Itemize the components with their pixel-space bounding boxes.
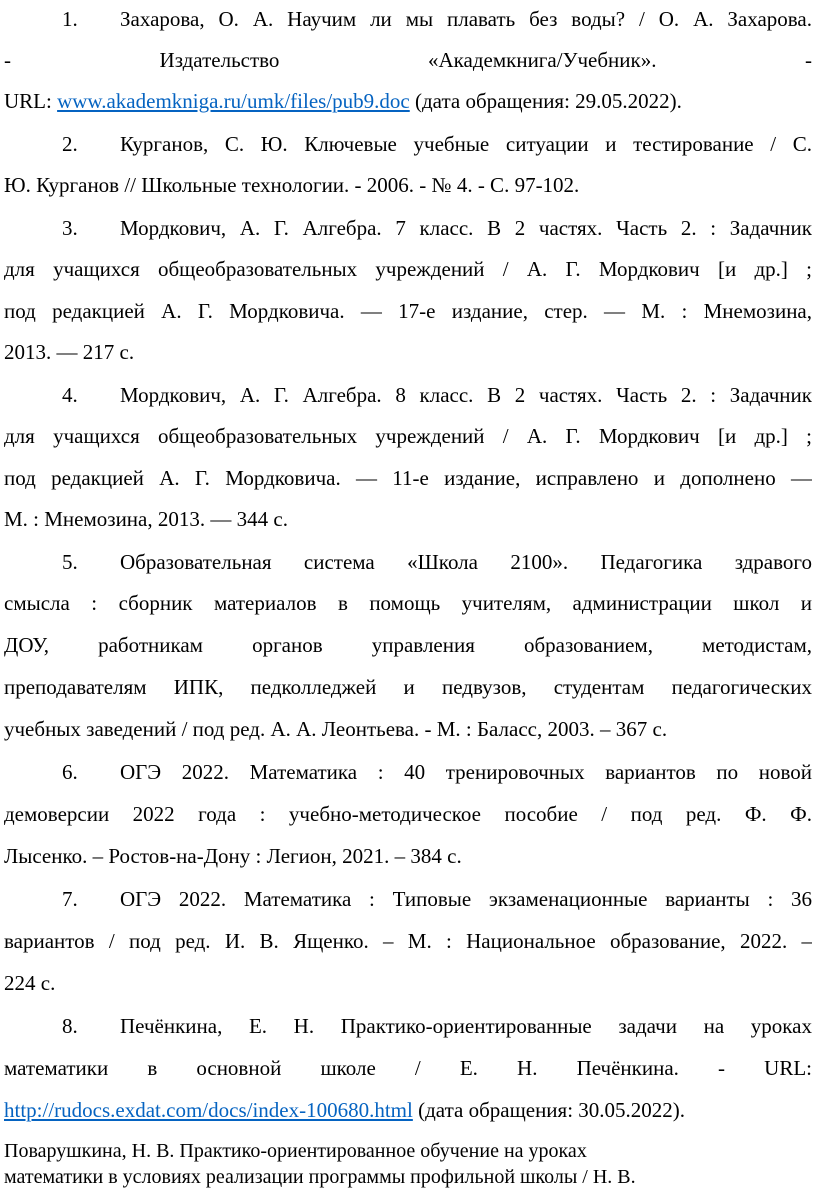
reference-5-line-1: 5. Образовательная система «Школа 2100». Педагогика здравого: [4, 547, 812, 577]
reference-4-number: 4.: [62, 383, 78, 407]
reference-1-line-2: - Издательство «Академкнига/Учебник». -: [4, 48, 812, 72]
reference-3-line-1: 3. Мордкович, А. Г. Алгебра. 7 класс. В 2 частях. Часть 2. : Задачник: [4, 213, 812, 243]
reference-8-line-2: математики в основной школе / Е. Н. Печёнкина. - URL:: [4, 1056, 812, 1080]
reference-7-line-2: вариантов / под ред. И. В. Ященко. – М. : Национальное образование, 2022. –: [4, 929, 812, 953]
trailing-entry-line-1: Поварушкина, Н. В. Практико-ориентированное обучение на уроках: [4, 1140, 587, 1162]
reference-4-line-1: 4. Мордкович, А. Г. Алгебра. 8 класс. В 2 частях. Часть 2. : Задачник: [4, 380, 812, 410]
reference-2-number: 2.: [62, 132, 78, 156]
reference-3-line-3: под редакцией А. Г. Мордковича. — 17-е издание, стер. — М. : Мнемозина,: [4, 299, 812, 323]
reference-1-line-3: URL: www.akademkniga.ru/umk/files/pub9.doc (дата обращения: 29.05.2022).: [4, 89, 682, 113]
reference-3-line-2: для учащихся общеобразовательных учреждений / А. Г. Мордкович [и др.] ;: [4, 257, 812, 281]
reference-5-line-3: ДОУ, работникам органов управления образованием, методистам,: [4, 633, 812, 657]
reference-7-line-3: 224 с.: [4, 971, 56, 995]
reference-4-line-4: М. : Мнемозина, 2013. — 344 с.: [4, 507, 288, 531]
reference-6-line-2: демоверсии 2022 года : учебно-методическое пособие / под ред. Ф. Ф.: [4, 802, 812, 826]
reference-8-line-1: 8. Печёнкина, Е. Н. Практико-ориентированные задачи на уроках: [4, 1011, 812, 1041]
reference-8-url-link[interactable]: http://rudocs.exdat.com/docs/index-100680.html: [4, 1098, 413, 1122]
reference-1-url-link[interactable]: www.akademkniga.ru/umk/files/pub9.doc: [57, 89, 410, 113]
reference-2-line-1: 2. Курганов, С. Ю. Ключевые учебные ситуации и тестирование / С.: [4, 129, 812, 159]
reference-5-number: 5.: [62, 550, 78, 574]
reference-2-line-2: Ю. Курганов // Школьные технологии. - 2006. - № 4. - С. 97-102.: [4, 173, 580, 197]
reference-5-line-2: смысла : сборник материалов в помощь учителям, администрации школ и: [4, 591, 812, 615]
reference-1-number: 1.: [62, 7, 78, 31]
reference-5-line-5: учебных заведений / под ред. А. А. Леонтьева. - М. : Баласс, 2003. – 367 с.: [4, 717, 668, 741]
reference-7-number: 7.: [62, 887, 78, 911]
reference-7-line-1: 7. ОГЭ 2022. Математика : Типовые экзаменационные варианты : 36: [4, 884, 812, 914]
reference-1-line-1: 1. Захарова, О. А. Научим ли мы плавать без воды? / О. А. Захарова.: [4, 4, 812, 34]
reference-3-number: 3.: [62, 216, 78, 240]
reference-6-number: 6.: [62, 760, 78, 784]
reference-4-line-2: для учащихся общеобразовательных учреждений / А. Г. Мордкович [и др.] ;: [4, 424, 812, 448]
reference-5-line-4: преподавателям ИПК, педколледжей и педвузов, студентам педагогических: [4, 675, 812, 699]
reference-8-number: 8.: [62, 1014, 78, 1038]
reference-6-line-3: Лысенко. – Ростов-на-Дону : Легион, 2021. – 384 с.: [4, 844, 462, 868]
trailing-entry-line-2: математики в условиях реализации программы профильной школы / Н. В.: [4, 1166, 636, 1188]
reference-6-line-1: 6. ОГЭ 2022. Математика : 40 тренировочных вариантов по новой: [4, 757, 812, 787]
reference-4-line-3: под редакцией А. Г. Мордковича. — 11-е издание, исправлено и дополнено —: [4, 466, 812, 490]
reference-3-line-4: 2013. — 217 с.: [4, 340, 135, 364]
reference-8-line-3: http://rudocs.exdat.com/docs/index-100680.html (дата обращения: 30.05.2022).: [4, 1098, 686, 1122]
